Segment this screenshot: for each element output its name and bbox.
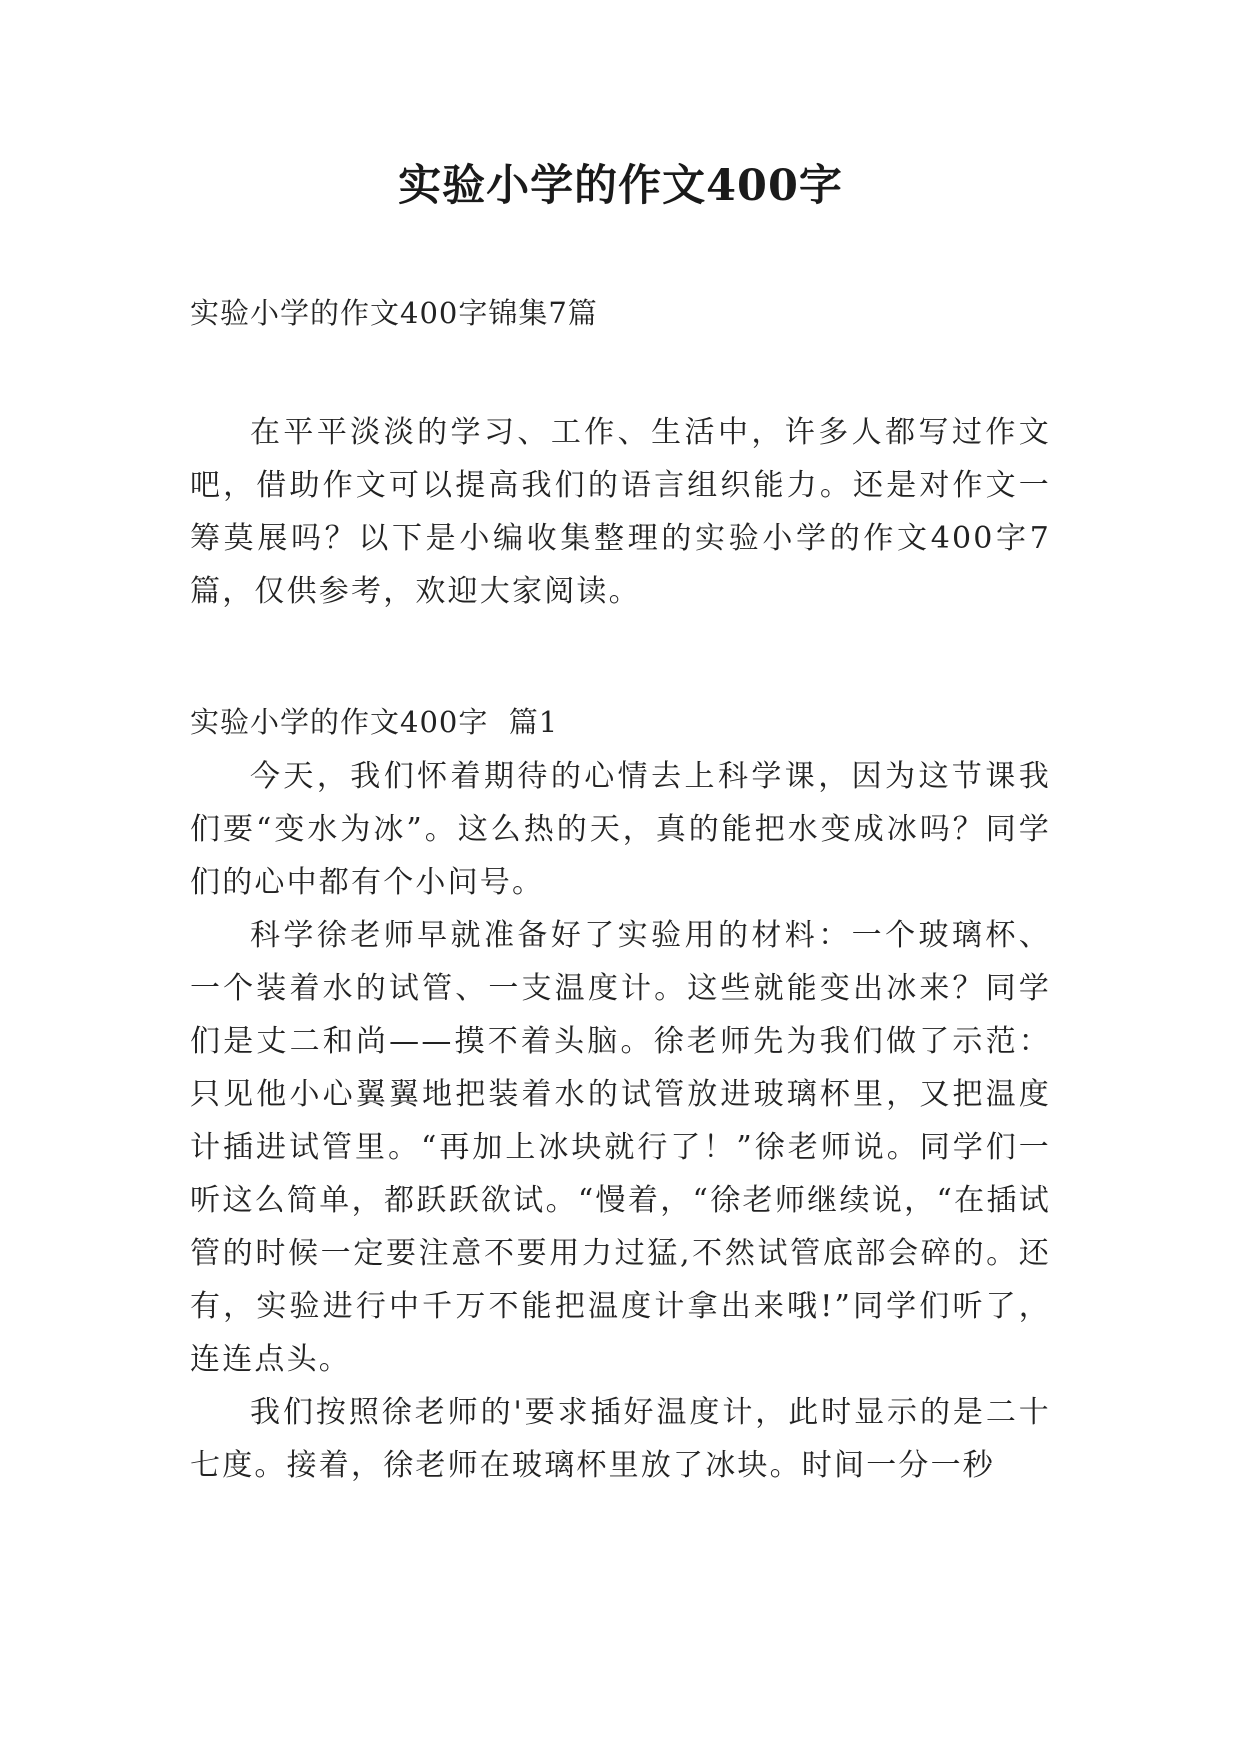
essay-body: [190, 750, 1051, 1492]
section-heading: 实验小学的作文400字 篇1: [190, 705, 559, 739]
document-subtitle: 实验小学的作文400字锦集7篇: [190, 296, 598, 330]
intro-paragraph: 在平平淡淡的学习、工作、生活中，许多人都写过作文吧，借助作文可以提高我们的语言组织能力。还是对作文一筹莫展吗？以下是小编收集整理的实验小学的作文400字7篇，仅供参考，欢迎大家阅读。: [190, 415, 1051, 609]
essay-paragraph-2: 科学徐老师早就准备好了实验用的材料：一个玻璃杯、一个装着水的试管、一支温度计。这些就能变出冰来？同学们是丈二和尚——摸不着头脑。徐老师先为我们做了示范：只见他小心翼翼地把装着水的试管放进玻璃杯里，又把温度计插进试管里。“再加上冰块就行了！”徐老师说。同学们一听这么简单，都跃跃欲试。“慢着，“徐老师继续说，“在插试管的时候一定要注意不要用力过猛,不然试管底部会碎的。还有，实验进行中千万不能把温度计拿出来哦!”同学们听了，连连点头。: [190, 918, 1051, 1377]
intro-section: [190, 406, 1051, 618]
document-title: 实验小学的作文400字: [398, 161, 843, 211]
essay-paragraph-3: 我们按照徐老师的'要求插好温度计，此时显示的是二十七度。接着，徐老师在玻璃杯里放了冰块。时间一分一秒: [190, 1395, 1051, 1483]
essay-paragraph-1: 今天，我们怀着期待的心情去上科学课，因为这节课我们要“变水为冰”。这么热的天，真的能把水变成冰吗？同学们的心中都有个小问号。: [190, 759, 1051, 900]
